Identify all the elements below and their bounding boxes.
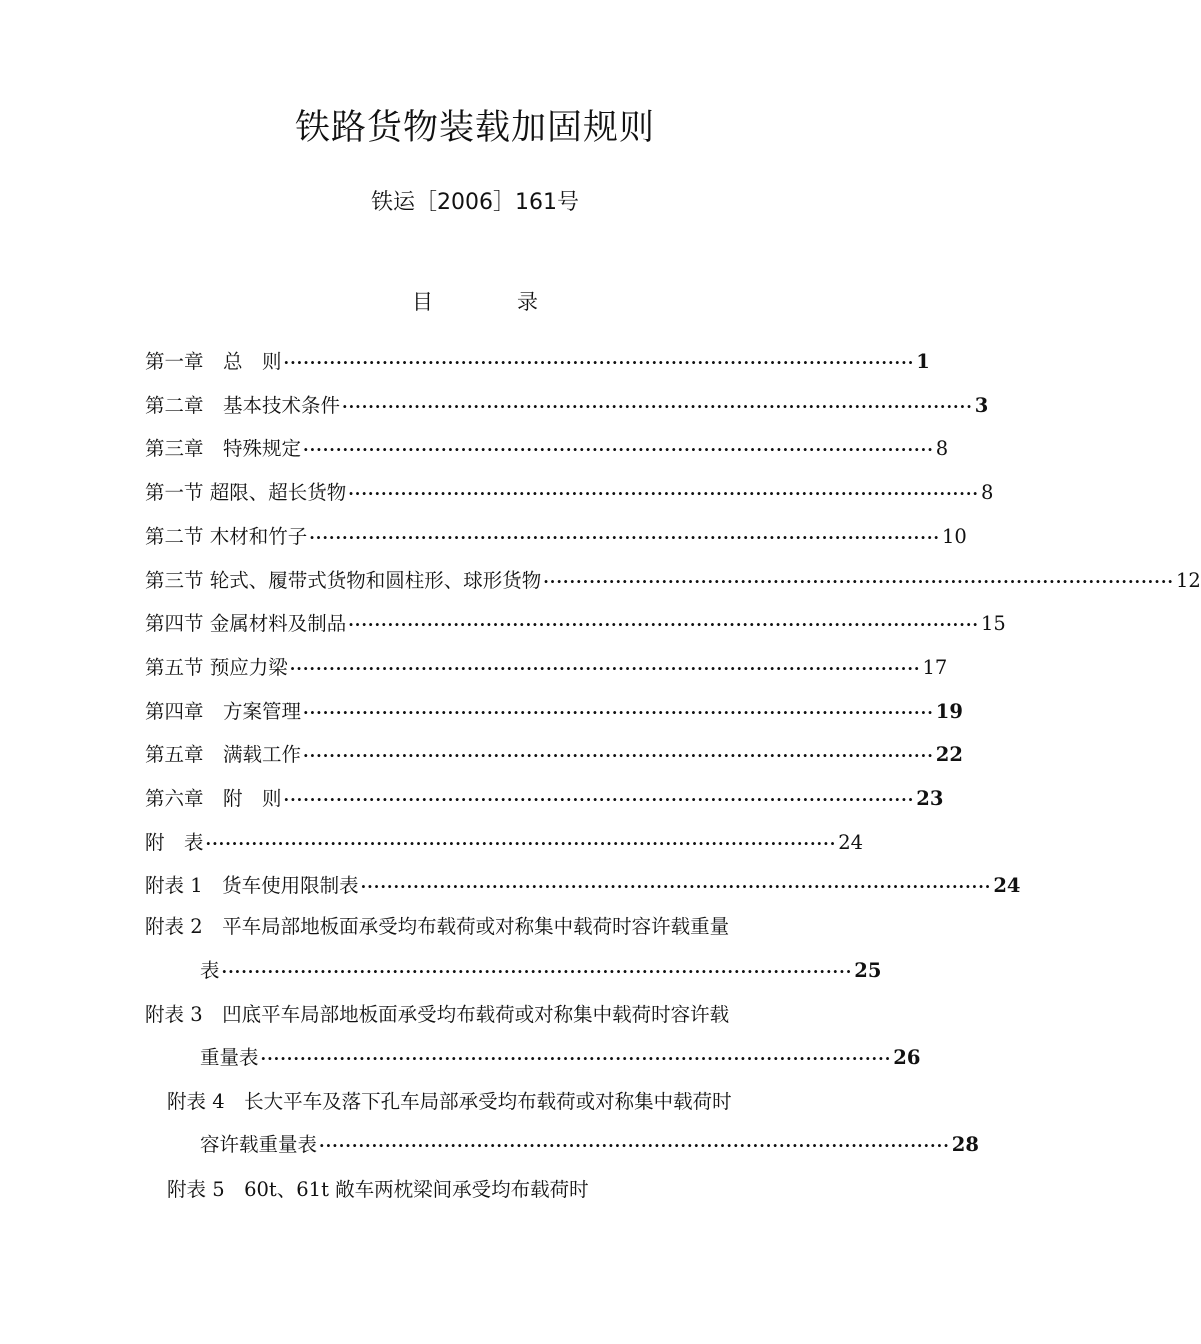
toc-label: 第二章 基本技术条件 <box>145 393 341 417</box>
toc-appendix-3-line2[interactable] <box>200 1043 921 1073</box>
toc-page-number: 10 <box>941 524 967 548</box>
toc-label: 第三章 特殊规定 <box>145 437 302 461</box>
toc-leader: ································································································ <box>221 962 853 981</box>
toc-leader: ································································································ <box>319 1136 950 1155</box>
toc-label: 附表 1 货车使用限制表 <box>145 874 359 898</box>
toc-label: 第五节 预应力梁 <box>145 655 288 679</box>
toc-page-number: 24 <box>993 874 1021 898</box>
toc-leader: ································································································ <box>360 877 992 897</box>
toc-page-number: 23 <box>916 787 944 810</box>
toc-label: 第一章 总 则 <box>145 350 282 373</box>
toc-leader: ································································································ <box>283 790 915 809</box>
toc-page-number: 3 <box>974 393 989 417</box>
toc-page-number: 28 <box>951 1133 979 1156</box>
toc-entry[interactable] <box>145 609 1006 639</box>
toc-entry[interactable] <box>145 347 930 377</box>
toc-entry[interactable] <box>145 478 994 508</box>
toc-appendix-5-line1[interactable]: 附表 5 60t、61t 敞车两枕梁间承受均布载荷时 <box>167 1178 589 1201</box>
toc-leader: ································································································ <box>289 658 921 678</box>
toc-leader: ································································································ <box>303 440 934 460</box>
toc-page-number: 12 <box>1175 568 1201 592</box>
toc-entry[interactable] <box>145 697 963 727</box>
toc-entry[interactable] <box>145 828 864 858</box>
toc-leader: ································································································ <box>303 746 934 766</box>
toc-appendix-4-line2[interactable] <box>200 1130 979 1160</box>
toc-entry[interactable] <box>145 871 1021 901</box>
toc-appendix-3-line1[interactable]: 附表 3 凹底平车局部地板面承受均布载荷或对称集中载荷时容许载 <box>145 1003 730 1026</box>
toc-appendix-2-line2[interactable] <box>200 956 882 986</box>
toc-leader: ································································································ <box>205 833 837 853</box>
toc-leader: ································································································ <box>342 396 973 416</box>
toc-entry[interactable] <box>145 784 944 814</box>
toc-label: 重量表 <box>200 1046 259 1069</box>
toc-label: 表 <box>200 959 220 982</box>
toc-leader: ································································································ <box>348 615 979 635</box>
toc-entry[interactable] <box>145 434 949 464</box>
toc-page-number: 24 <box>838 830 864 854</box>
toc-label: 第三节 轮式、履带式货物和圆柱形、球形货物 <box>145 568 542 592</box>
toc-page-number: 19 <box>935 699 963 723</box>
toc-page-number: 8 <box>980 481 994 505</box>
toc-label: 第六章 附 则 <box>145 787 282 810</box>
toc-leader: ································································································ <box>260 1049 892 1068</box>
toc-entry[interactable] <box>145 522 967 552</box>
toc-heading <box>0 286 950 316</box>
toc-page-number: 8 <box>935 437 949 461</box>
toc-label: 第五章 满载工作 <box>145 743 302 767</box>
toc-page-number: 1 <box>916 350 930 373</box>
toc-leader: ································································································ <box>348 484 979 504</box>
toc-label: 附 表 <box>145 830 204 854</box>
toc-leader: ································································································ <box>303 702 934 722</box>
toc-leader: ································································································ <box>543 571 1174 591</box>
document-title: 铁路货物装载加固规则 <box>294 108 655 148</box>
toc-heading-char-2: 录 <box>517 290 538 314</box>
toc-page-number: 22 <box>935 743 963 767</box>
toc-entry[interactable] <box>145 740 963 770</box>
toc-page-number: 15 <box>980 612 1006 636</box>
toc-label: 第一节 超限、超长货物 <box>145 481 347 505</box>
toc-leader: ································································································ <box>309 527 940 547</box>
toc-appendix-4-line1[interactable]: 附表 4 长大平车及落下孔车局部承受均布载荷或对称集中载荷时 <box>167 1090 732 1113</box>
toc-entry[interactable] <box>145 391 989 421</box>
toc-page-number: 25 <box>854 959 882 982</box>
toc-appendix-2-line1[interactable]: 附表 2 平车局部地板面承受均布载荷或对称集中载荷时容许载重量 <box>145 915 730 938</box>
toc-label: 第四节 金属材料及制品 <box>145 612 347 636</box>
toc-page-number: 26 <box>893 1046 921 1069</box>
toc-label: 第四章 方案管理 <box>145 699 302 723</box>
toc-label: 容许载重量表 <box>200 1133 318 1156</box>
toc-page-number: 17 <box>922 655 948 679</box>
toc-heading-char-1: 目 <box>412 290 433 314</box>
toc-entry[interactable] <box>145 566 1201 596</box>
toc-entry[interactable] <box>145 653 948 683</box>
toc-leader: ································································································ <box>283 353 915 372</box>
toc-label: 第二节 木材和竹子 <box>145 524 308 548</box>
document-number: 铁运［2006］161号 <box>371 190 579 215</box>
